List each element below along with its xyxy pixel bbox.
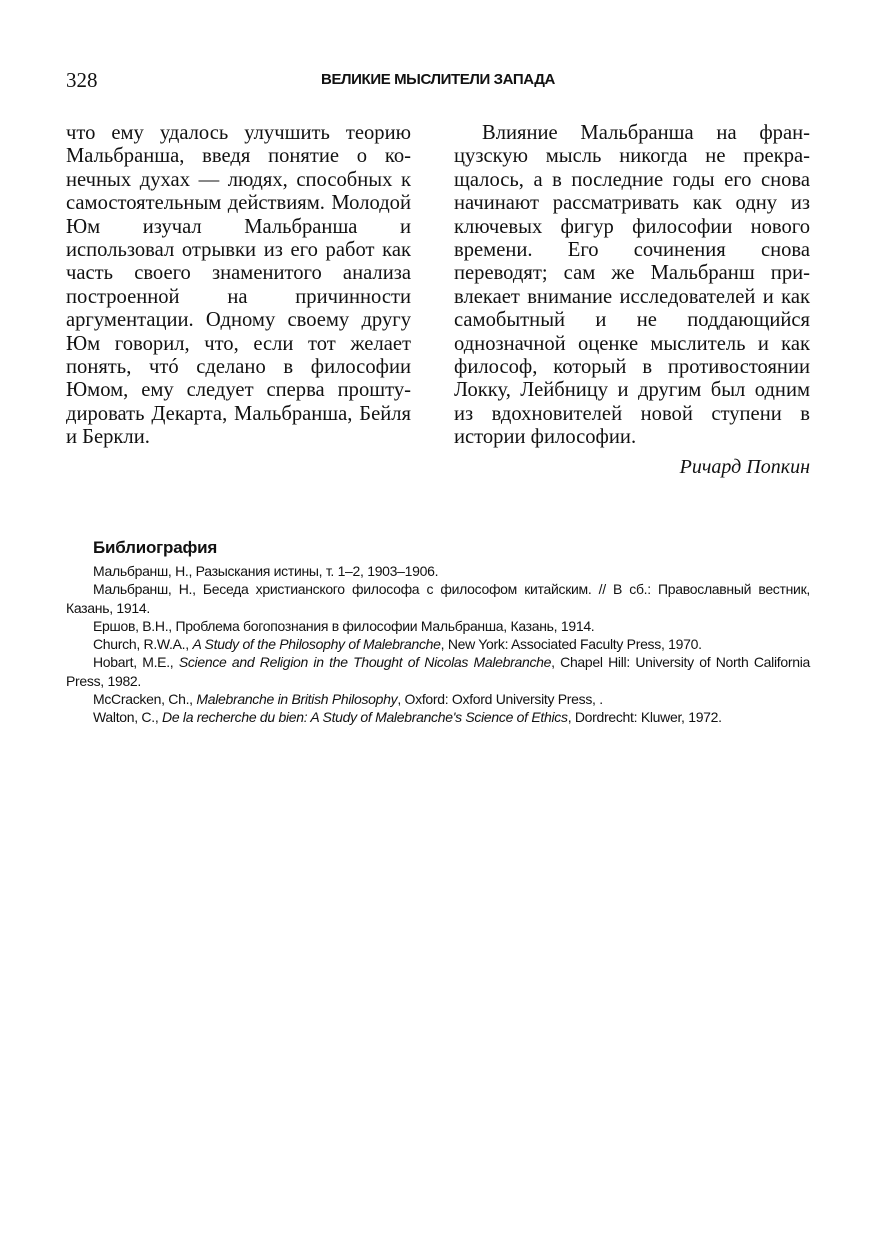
entry-text: , New York: Associated Faculty Press, 1970.: [440, 636, 702, 653]
right-column: [454, 122, 810, 450]
bibliography-entry: [66, 653, 810, 690]
running-head: ВЕЛИКИЕ МЫСЛИТЕЛИ ЗАПАДА: [321, 71, 555, 88]
entry-title: Science and Religion in the Thought of Nicolas Malebranche: [178, 654, 552, 671]
entry-text: Мальбранш, Н., Беседа христианского философа с философом китайским. // В сб.: Православный вестник, Казань, 1914.: [66, 581, 810, 616]
bibliography-list: [66, 562, 810, 727]
bibliography-entry: [66, 617, 810, 635]
bibliography-section: [66, 538, 810, 727]
right-column-paragraph: Влияние Мальбранша на французскую мысль никогда не прекращалось, а в последние годы его снова начинают рассматривать как одну из ключевых фигур философии нового времени. Его сочинения снова переводят; сам же Мальбранш привлекает внимание исследователей и как самобытный и не поддающийся однозначной оценке мыслитель и как философ, который в противостоянии Локку, Лейбницу и другим был одним из вдохновителей новой ступени в истории философии.: [454, 122, 810, 449]
entry-text: Walton, C.,: [93, 709, 163, 726]
entry-text: Ершов, В.Н., Проблема богопознания в философии Мальбранша, Казань, 1914.: [93, 617, 595, 634]
entry-text: , Dordrecht: Kluwer, 1972.: [567, 709, 722, 726]
bibliography-entry: [66, 635, 810, 653]
author-signature: Ричард Попкин: [679, 456, 810, 478]
entry-title: De la recherche du bien: A Study of Malebranche's Science of Ethics: [162, 709, 568, 726]
page-header: [66, 68, 810, 98]
page-number: 328: [66, 68, 98, 92]
left-column-paragraph: что ему удалось улучшить теорию Мальбранша, введя понятие о конечных духах — людях, способных к самостоятельным действиям. Молодой Юм изучал Мальбранша и использовал отрывки из его работ как часть своего знаменитого анализа построенной на причинности аргументации. Одному своему другу Юм говорил, что, если тот желает понять, чтó сделано в философии Юмом, ему следует сперва проштудировать Декарта, Мальбранша, Бейля и Беркли.: [66, 122, 411, 449]
entry-text: , Chapel Hill: University of North California Press, 1982.: [66, 654, 810, 689]
entry-title: A Study of the Philosophy of Malebranche: [192, 636, 441, 653]
bibliography-entry: [66, 690, 810, 708]
entry-text: McCracken, Ch.,: [93, 691, 197, 708]
bibliography-title: Библиография: [93, 538, 218, 557]
entry-title: Malebranche in British Philosophy: [196, 691, 398, 708]
entry-text: Мальбранш, Н., Разыскания истины, т. 1–2, 1903–1906.: [93, 563, 439, 579]
bibliography-entry: [66, 562, 810, 580]
bibliography-entry: [66, 580, 810, 617]
entry-text: Church, R.W.A.,: [93, 636, 193, 653]
left-column: [66, 122, 411, 450]
entry-text: Hobart, M.E.,: [93, 654, 179, 671]
entry-text: , Oxford: Oxford University Press, .: [397, 691, 603, 708]
bibliography-entry: [66, 708, 810, 726]
